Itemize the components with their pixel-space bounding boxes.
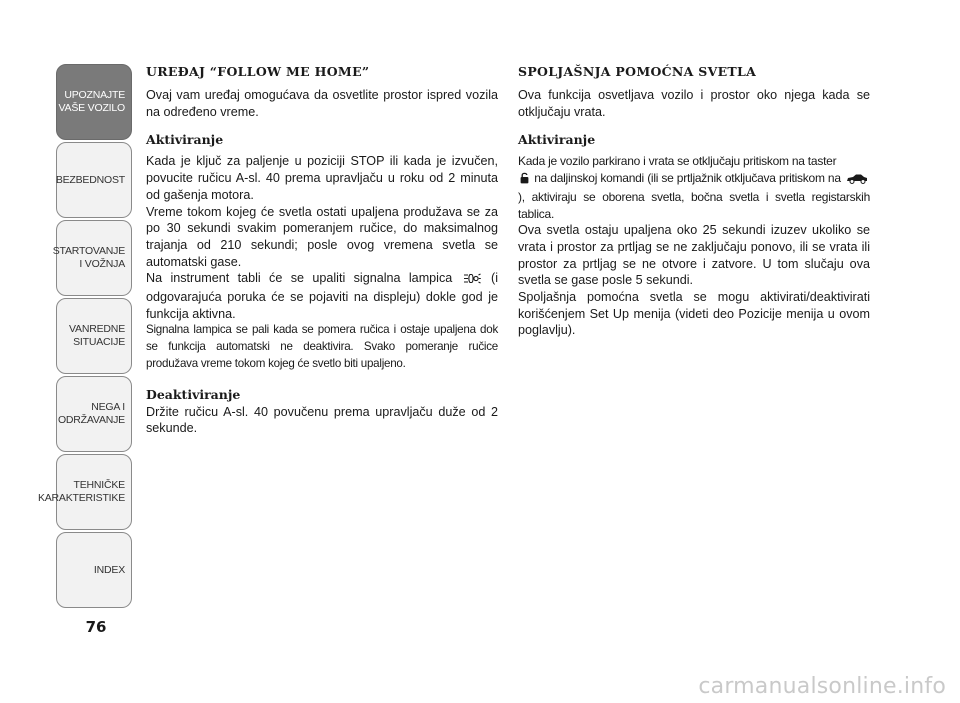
- padlock-open-icon: [520, 172, 529, 189]
- activation-paragraph-2: Vreme tokom kojeg će svetla ostati upaljena produžava se za po 30 sekundi svakim pomeranjem ručice, do maksimalnog trajanja od 210 sekundi; posle ovog vremena svetla se automatski gase.: [146, 204, 498, 269]
- right-paragraph-2: Ova svetla ostaju upaljena oko 25 sekundi izuzev ukoliko se vrata i prostor za prtljag se ne zaključaju ponovo, ili se vrata ili prostor za prtljag se ne otvore i zatvore. U tom slučaju ova svetla se gase posle 5 sekundi.: [518, 223, 870, 288]
- activation-paragraph-1: Kada je ključ za paljenje u poziciji STOP ili kada je izvučen, povucite ručicu A-sl. 40 prema upravljaču u roku od 2 minuta od gašenja motora.: [146, 154, 498, 202]
- right-p1-start: Kada je vozilo parkirano i vrata se otključaju pritiskom na taster: [518, 154, 837, 169]
- deactivation-paragraph: Držite ručicu A-sl. 40 povučenu prema upravljaču duže od 2 sekunde.: [146, 404, 498, 436]
- watermark: carmanualsonline.info: [698, 674, 946, 699]
- tab-tehnicke[interactable]: TEHNIČKE KARAKTERISTIKE: [56, 454, 132, 530]
- activation-p3-start: Na instrument tabli će se upaliti signalna lampica: [146, 271, 453, 286]
- section-title-exterior-lights: SPOLJAŠNJA POMOĆNA SVETLA: [518, 64, 757, 79]
- activation-heading: Aktiviranje: [146, 132, 224, 148]
- activation-paragraph-4: Signalna lampica se pali kada se pomera ručica i ostaje upaljena dok se funkcija automatski ne deaktivira. Svako pomeranje ručice produžava vreme tokom kojeg će svetlo biti upaljeno.: [146, 323, 498, 370]
- right-p1-end: ), aktiviraju se oborena svetla, bočna svetla i svetla registarskih tablica.: [518, 189, 870, 221]
- page-number: 76: [85, 618, 107, 636]
- activation-paragraph-3: [146, 270, 498, 322]
- car-trunk-icon: [846, 172, 868, 189]
- right-paragraph-1: [518, 153, 870, 222]
- section-title-follow-me-home: UREĐAJ “FOLLOW ME HOME”: [146, 64, 370, 79]
- tab-upoznajte[interactable]: UPOZNAJTE VAŠE VOZILO: [56, 64, 132, 140]
- right-intro-text: Ova funkcija osvetljava vozilo i prostor oko njega kada se otključaju vrata.: [518, 88, 870, 119]
- tab-startovanje[interactable]: STARTOVANJE I VOŽNJA: [56, 220, 132, 296]
- right-activation-heading: Aktiviranje: [518, 132, 596, 148]
- intro-text: Ovaj vam uređaj omogućava da osvetlite prostor ispred vozila na određeno vreme.: [146, 88, 498, 119]
- left-column: [146, 64, 498, 437]
- deactivation-heading: Deaktiviranje: [146, 386, 241, 402]
- tab-index[interactable]: INDEX: [56, 532, 132, 608]
- activation-p3-end: (i odgovarajuća poruka će se pojaviti na displeju) dokle god je funkcija aktivna.: [146, 271, 499, 321]
- tab-nega[interactable]: NEGA I ODRŽAVANJE: [56, 376, 132, 452]
- tab-bezbednost[interactable]: BEZBEDNOST: [56, 142, 132, 218]
- right-column: [518, 64, 870, 339]
- right-p1-middle: na daljinskoj komandi (ili se prtljažnik otključava pritiskom na: [534, 171, 841, 186]
- right-paragraph-3: Spoljašnja pomoćna svetla se mogu aktivirati/deaktivirati korišćenjem Set Up menija (videti deo Pozicije menija u ovom poglavlju).: [518, 290, 870, 338]
- tab-vanredne[interactable]: VANREDNE SITUACIJE: [56, 298, 132, 374]
- follow-me-home-lamp-icon: [463, 272, 481, 289]
